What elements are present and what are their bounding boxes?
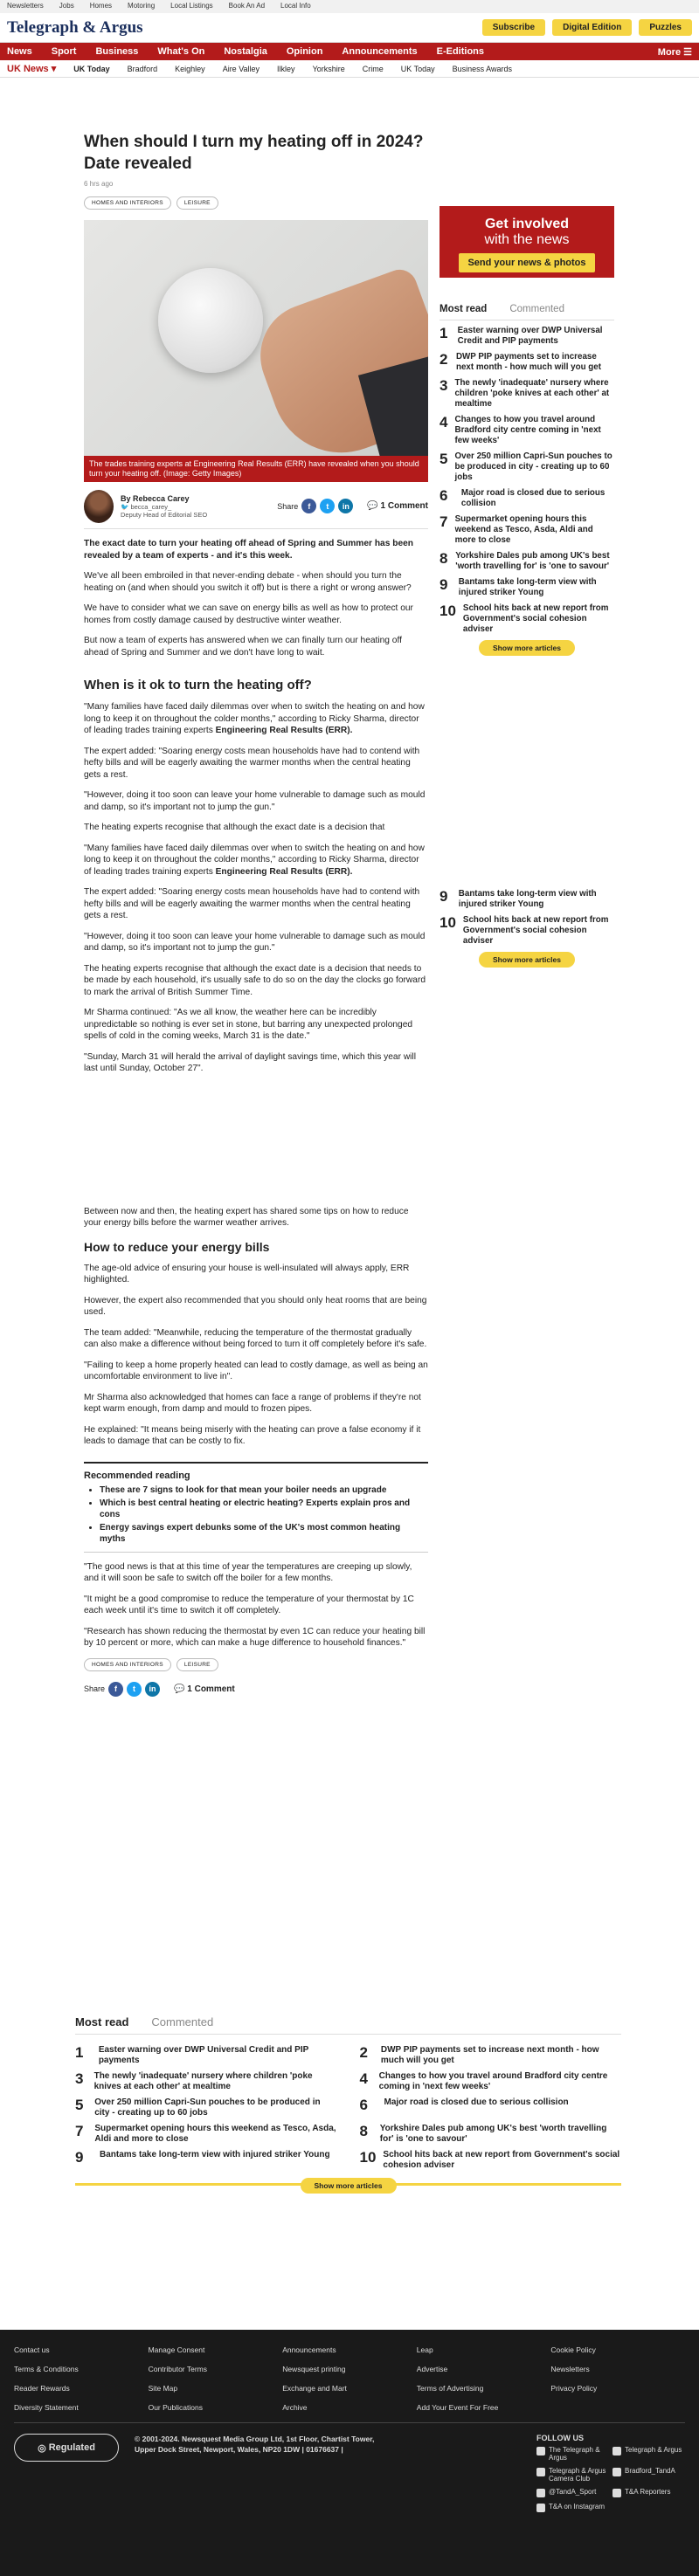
quote-text: "Many families have faced daily dilemmas over when to switch the heating on and how long to keep it on throughout the colder months," according to Ricky Sharma, director of leading trades training experts bbox=[84, 702, 425, 735]
list-number: 9 bbox=[75, 2149, 84, 2166]
list-item[interactable] bbox=[439, 889, 614, 910]
nav-item[interactable]: Sport bbox=[51, 46, 77, 57]
list-number: 10 bbox=[439, 914, 456, 931]
list-item[interactable] bbox=[360, 2124, 622, 2145]
nav-more-label: More bbox=[657, 46, 682, 58]
list-number: 7 bbox=[439, 513, 448, 530]
list-item-title: School hits back at new report from Government's social cohesion adviser bbox=[462, 603, 609, 634]
list-number: 5 bbox=[439, 451, 448, 467]
nav-item[interactable]: E-Editions bbox=[436, 46, 484, 57]
sub-nav bbox=[0, 60, 699, 78]
social-link[interactable] bbox=[612, 2467, 685, 2483]
list-number: 5 bbox=[75, 2097, 84, 2113]
hero-image bbox=[84, 220, 428, 482]
paragraph: "Failing to keep a home properly heated can lead to costly damage, as well as being an uncomfortable environment to live in". bbox=[84, 1360, 428, 1381]
footer-link[interactable]: Contributor Terms bbox=[148, 2365, 207, 2373]
list-item[interactable] bbox=[439, 551, 614, 572]
subnav-item[interactable]: Aire Valley bbox=[222, 64, 260, 73]
section-heading: When is it ok to turn the heating off? bbox=[84, 678, 312, 692]
social-link[interactable] bbox=[536, 2503, 609, 2512]
recommended-link[interactable]: Which is best central heating or electric heating? Experts explain pros and cons bbox=[100, 1498, 411, 1519]
paragraph: The heating experts recognise that although the exact date is a decision that needs to be made by each household, it's usually safe to do so on the day the clocks go forward to mark the arrival of British Summer Time. bbox=[84, 963, 426, 997]
list-item-title: Supermarket opening hours this weekend as Tesco, Asda, Aldi and more to close bbox=[94, 2124, 336, 2144]
list-number: 1 bbox=[75, 2044, 84, 2061]
paragraph: The expert added: "Soaring energy costs mean households have had to contend with hefty bills and will be eagerly awaiting the warmer months when the central heating gets a rest. bbox=[84, 746, 420, 780]
tab-most-read[interactable]: Most read bbox=[75, 2015, 129, 2028]
author-name[interactable]: By Rebecca Carey bbox=[121, 493, 190, 503]
article-time: 6 hrs ago bbox=[84, 180, 114, 188]
paragraph: "However, doing it too soon can leave your home vulnerable to damage such as mould and damp, so it's important not to jump the gun." bbox=[84, 790, 426, 812]
list-number: 9 bbox=[439, 576, 448, 593]
facebook-icon bbox=[536, 2468, 545, 2476]
list-item-title: DWP PIP payments set to increase next month - how much will you get bbox=[380, 2045, 599, 2065]
twitter-icon bbox=[612, 2447, 621, 2455]
list-item[interactable] bbox=[439, 514, 614, 546]
footer-link[interactable]: Leap bbox=[416, 2345, 433, 2354]
subnav-item[interactable]: UK Today bbox=[73, 64, 110, 73]
puzzles-button[interactable]: Puzzles bbox=[639, 19, 692, 36]
list-number: 8 bbox=[439, 550, 448, 567]
footer-link[interactable]: Terms & Conditions bbox=[14, 2365, 79, 2373]
show-more-button[interactable]: Show more articles bbox=[479, 952, 575, 968]
paragraph: "The good news is that at this time of year the temperatures are creeping up slowly, and it will soon be safe to switch off the boiler for a few months. bbox=[84, 1561, 412, 1583]
quote-paragraph bbox=[84, 843, 428, 878]
twitter-icon[interactable]: t bbox=[127, 1682, 142, 1697]
paragraph: He explained: "It means being miserly with the heating can prove a false economy if it leads to damage that can be costly to fix. bbox=[84, 1424, 421, 1446]
list-number: 6 bbox=[439, 487, 448, 504]
avatar bbox=[84, 490, 114, 523]
utility-link[interactable]: Local Info bbox=[280, 2, 311, 10]
list-item-title: Yorkshire Dales pub among UK's best 'worth travelling for' is 'one to savour' bbox=[379, 2124, 607, 2144]
tag-homes[interactable]: HOMES AND INTERIORS bbox=[84, 196, 171, 210]
footer-link[interactable]: Reader Rewards bbox=[14, 2384, 70, 2393]
list-item[interactable] bbox=[439, 451, 614, 483]
utility-link[interactable]: Homes bbox=[89, 2, 113, 10]
digital-edition-button[interactable]: Digital Edition bbox=[552, 19, 632, 36]
show-more-button[interactable]: Show more articles bbox=[301, 2178, 397, 2194]
follow-title: FOLLOW US bbox=[536, 2434, 584, 2442]
twitter-icon bbox=[612, 2468, 621, 2476]
quote-text: "Many families have faced daily dilemmas over when to switch the heating on and how long to keep it on throughout the colder months," according to Ricky Sharma, director of leading trades training experts bbox=[84, 843, 425, 877]
section-heading: How to reduce your energy bills bbox=[84, 1239, 270, 1254]
list-item[interactable] bbox=[75, 2124, 337, 2145]
recommended-link[interactable]: These are 7 signs to look for that mean your boiler needs an upgrade bbox=[100, 1484, 387, 1495]
send-news-button[interactable]: Send your news & photos bbox=[459, 253, 594, 272]
divider bbox=[84, 1552, 428, 1553]
divider bbox=[14, 2422, 685, 2423]
comment-icon: 💬 bbox=[367, 501, 378, 511]
social-label: Bradford_TandA bbox=[625, 2467, 675, 2475]
instagram-icon bbox=[536, 2504, 545, 2512]
author-role: Deputy Head of Editorial SEO bbox=[121, 510, 208, 519]
masthead bbox=[0, 13, 699, 43]
paragraph: Mr Sharma continued: "As we all know, the weather here can be incredibly unpredictable so nothing is ever set in stone, but barring any unexpected prolonged spells of cold in the coming weeks, March 31 is the date." bbox=[84, 1008, 413, 1041]
footer-link[interactable]: Advertise bbox=[416, 2365, 448, 2373]
share-bar-bottom bbox=[84, 1682, 428, 1697]
share-label: Share bbox=[277, 501, 299, 511]
paragraph: We've all been embroiled in that never-ending debate - when should you turn the heating on (and when should you switch it off) but is there a right or wrong answer? bbox=[84, 571, 412, 593]
paragraph: The team added: "Meanwhile, reducing the temperature of the thermostat gradually can also make a difference without being forced to turn it off completely before it's safe. bbox=[84, 1327, 427, 1349]
subnav-section-label: UK News bbox=[7, 64, 49, 74]
list-item-title: The newly 'inadequate' nursery where children 'poke knives at each other' at mealtime bbox=[93, 2071, 313, 2091]
footer-link[interactable]: Cookie Policy bbox=[550, 2345, 596, 2354]
social-label: @TandA_Sport bbox=[549, 2488, 597, 2496]
nav-item[interactable]: Nostalgia bbox=[224, 46, 267, 57]
footer-link[interactable]: Announcements bbox=[282, 2345, 336, 2354]
utility-link[interactable]: Local Listings bbox=[170, 2, 213, 10]
subnav-section[interactable] bbox=[7, 63, 56, 74]
tab-most-read[interactable]: Most read bbox=[439, 304, 488, 314]
list-number: 4 bbox=[359, 2070, 368, 2087]
list-item[interactable] bbox=[360, 2045, 622, 2066]
list-item-title: Easter warning over DWP Universal Credit and PIP payments bbox=[98, 2045, 309, 2065]
paragraph: "Sunday, March 31 will herald the arrival of daylight savings time, which this year will last until Sunday, October 27". bbox=[84, 1051, 416, 1073]
footer-link[interactable]: Exchange and Mart bbox=[282, 2384, 347, 2393]
paragraph: The age-old advice of ensuring your house is well-insulated will always apply, ERR highlighted. bbox=[84, 1263, 410, 1285]
list-item[interactable] bbox=[439, 577, 614, 598]
tab-commented[interactable]: Commented bbox=[509, 304, 564, 314]
footer-link[interactable]: Newsquest printing bbox=[282, 2365, 346, 2373]
nav-item[interactable]: What's On bbox=[157, 46, 205, 57]
recommended-reading bbox=[84, 1462, 428, 1553]
social-link[interactable] bbox=[612, 2488, 685, 2497]
subnav-item[interactable]: Crime bbox=[362, 64, 384, 73]
footer-link[interactable]: Archive bbox=[282, 2403, 308, 2412]
paragraph: But now a team of experts has answered when we can finally turn our heating off ahead of Spring and Summer and we don't have long to wait. bbox=[84, 636, 402, 658]
quote-paragraph bbox=[84, 701, 428, 737]
list-item-title: Major road is closed due to serious collision bbox=[460, 488, 606, 508]
list-item-title: Over 250 million Capri-Sun pouches to be produced in city - creating up to 60 jobs bbox=[94, 2097, 321, 2118]
subscribe-button[interactable]: Subscribe bbox=[482, 19, 545, 36]
social-label: T&A Reporters bbox=[625, 2488, 671, 2496]
copyright: © 2001-2024. Newsquest Media Group Ltd, 1st Floor, Chartist Tower, Upper Dock Street, Newport, Wales, NP20 1DW | 01676637 | bbox=[135, 2435, 375, 2454]
show-more-button[interactable]: Show more articles bbox=[479, 640, 575, 656]
image-caption: The trades training experts at Engineering Real Results (ERR) have revealed when you should turn your heating off. (Image: Getty Images) bbox=[84, 456, 428, 482]
footer-link[interactable]: Diversity Statement bbox=[14, 2403, 79, 2412]
list-item[interactable] bbox=[439, 352, 614, 373]
paragraph: Between now and then, the heating expert has shared some tips on how to reduce your energy bills before the warmer weather arrives. bbox=[84, 1206, 409, 1228]
list-number: 2 bbox=[439, 351, 448, 368]
paragraph: We have to consider what we can save on energy bills as well as how to protect our homes from costly damage caused by destructive winter weather. bbox=[84, 603, 413, 625]
subnav-item[interactable]: UK Today bbox=[400, 64, 435, 73]
social-link[interactable] bbox=[536, 2446, 609, 2462]
utility-bar bbox=[0, 0, 699, 13]
footer bbox=[0, 2330, 699, 2576]
list-item[interactable] bbox=[439, 326, 614, 347]
thermostat-dial bbox=[158, 268, 263, 373]
list-item[interactable] bbox=[360, 2097, 622, 2118]
follow-us bbox=[536, 2434, 685, 2512]
subnav-item[interactable]: Ilkley bbox=[277, 64, 295, 73]
article-title: When should I turn my heating off in 2024? Date revealed bbox=[84, 133, 424, 173]
linkedin-icon[interactable]: in bbox=[145, 1682, 160, 1697]
list-item[interactable] bbox=[360, 2150, 622, 2171]
list-item[interactable] bbox=[360, 2071, 622, 2092]
footer-link[interactable]: Terms of Advertising bbox=[416, 2384, 484, 2393]
nav-item[interactable]: Opinion bbox=[286, 46, 323, 57]
main-nav bbox=[0, 43, 699, 60]
list-number: 9 bbox=[439, 888, 448, 905]
list-number: 3 bbox=[439, 377, 448, 394]
social-label: Telegraph & Argus bbox=[625, 2446, 682, 2454]
regulated-label: Regulated bbox=[48, 2442, 95, 2453]
err-link[interactable]: Engineering Real Results (ERR). bbox=[215, 726, 353, 735]
list-item-title: Major road is closed due to serious collision bbox=[384, 2097, 569, 2107]
list-number: 8 bbox=[359, 2123, 368, 2139]
subnav-item[interactable]: Keighley bbox=[175, 64, 205, 73]
ipso-icon: ◎ bbox=[38, 2442, 46, 2454]
list-item[interactable] bbox=[75, 2150, 337, 2171]
paragraph: "It might be a good compromise to reduce the temperature of your thermostat by 1C each week until it's time to switch it off completely. bbox=[84, 1594, 414, 1615]
bottom-most-read bbox=[75, 2015, 621, 2190]
twitter-icon[interactable]: t bbox=[320, 499, 335, 513]
author-handle[interactable]: becca_carey_ bbox=[130, 502, 172, 511]
footer-link[interactable]: Add Your Event For Free bbox=[416, 2403, 499, 2412]
list-number: 2 bbox=[359, 2044, 368, 2061]
comments-link[interactable]: 1 Comment bbox=[187, 1684, 235, 1694]
utility-link[interactable]: Newsletters bbox=[7, 2, 44, 10]
list-item-title: School hits back at new report from Government's social cohesion adviser bbox=[462, 915, 609, 946]
list-item-title: DWP PIP payments set to increase next month - how much will you get bbox=[455, 352, 601, 372]
facebook-icon bbox=[536, 2447, 545, 2455]
subnav-item[interactable]: Yorkshire bbox=[312, 64, 345, 73]
tag-leisure[interactable]: LEISURE bbox=[176, 1658, 218, 1671]
list-item[interactable] bbox=[439, 415, 614, 446]
utility-link[interactable]: Motoring bbox=[128, 2, 156, 10]
utility-link[interactable]: Book An Ad bbox=[228, 2, 266, 10]
social-label: Telegraph & Argus Camera Club bbox=[549, 2467, 606, 2483]
facebook-icon[interactable]: f bbox=[108, 1682, 123, 1697]
subnav-item[interactable]: Bradford bbox=[127, 64, 158, 73]
promo-line2: with the news bbox=[484, 232, 570, 247]
list-item[interactable] bbox=[75, 2071, 337, 2092]
nav-more-button[interactable] bbox=[658, 46, 692, 58]
paragraph: However, the expert also recommended that you should only heat rooms that are being used. bbox=[84, 1295, 427, 1317]
list-item[interactable] bbox=[75, 2045, 337, 2066]
list-number: 7 bbox=[75, 2123, 84, 2139]
list-item[interactable] bbox=[439, 915, 614, 947]
recommended-link[interactable]: Energy savings expert debunks some of the UK's most common heating myths bbox=[100, 1522, 401, 1544]
paragraph: "However, doing it too soon can leave your home vulnerable to damage such as mould and damp, so it's important not to jump the gun." bbox=[84, 931, 426, 953]
err-link[interactable]: Engineering Real Results (ERR). bbox=[215, 866, 353, 877]
list-number: 10 bbox=[439, 603, 456, 619]
list-item[interactable] bbox=[439, 603, 614, 635]
list-item[interactable] bbox=[75, 2097, 337, 2118]
list-item-title: Changes to how you travel around Bradford city centre coming in 'next few weeks' bbox=[454, 415, 601, 445]
social-label: The Telegraph & Argus bbox=[549, 2446, 600, 2462]
paragraph: The expert added: "Soaring energy costs mean households have had to contend with hefty bills and will be eagerly awaiting the warmer months when the central heating gets a rest. bbox=[84, 887, 420, 920]
list-item[interactable] bbox=[439, 488, 614, 509]
footer-link[interactable]: Manage Consent bbox=[148, 2345, 205, 2354]
tab-commented[interactable]: Commented bbox=[151, 2015, 214, 2028]
list-item[interactable] bbox=[439, 378, 614, 410]
author-bar bbox=[84, 491, 428, 529]
social-link[interactable] bbox=[536, 2488, 609, 2497]
comments-link[interactable]: 1 Comment bbox=[380, 501, 428, 511]
list-item-title: Bantams take long-term view with injured striker Young bbox=[458, 889, 597, 909]
list-item-title: Bantams take long-term view with injured striker Young bbox=[100, 2150, 330, 2159]
footer-link[interactable]: Site Map bbox=[148, 2384, 178, 2393]
nav-item[interactable]: Business bbox=[95, 46, 139, 57]
list-item-title: Easter warning over DWP Universal Credit and PIP payments bbox=[457, 326, 603, 346]
list-number: 3 bbox=[75, 2070, 84, 2087]
sidebar bbox=[439, 206, 614, 661]
list-number: 6 bbox=[359, 2097, 368, 2113]
paragraph: Mr Sharma also acknowledged that homes can face a range of problems if they're not kept warm enough, from damp and mould to frozen pipes. bbox=[84, 1392, 421, 1414]
list-number: 10 bbox=[359, 2149, 377, 2166]
footer-link[interactable]: Our Publications bbox=[148, 2403, 203, 2412]
article-lead: The exact date to turn your heating off ahead of Spring and Summer has been revealed by a team of experts - and it's this week. bbox=[84, 539, 413, 561]
menu-icon: ☰ bbox=[683, 46, 692, 58]
list-number: 4 bbox=[439, 414, 448, 430]
paragraph: "Research has shown reducing the thermostat by even 1C can reduce your heating bill by 10 percent or more, which can make a huge difference to household finances." bbox=[84, 1626, 426, 1648]
social-link[interactable] bbox=[536, 2467, 609, 2483]
subnav-item[interactable]: Business Awards bbox=[452, 64, 512, 73]
list-item-title: Bantams take long-term view with injured striker Young bbox=[458, 577, 597, 597]
paragraph: The heating experts recognise that although the exact date is a decision that bbox=[84, 823, 385, 832]
social-link[interactable] bbox=[612, 2446, 685, 2462]
chevron-down-icon: ▾ bbox=[51, 64, 57, 74]
ad-space bbox=[84, 1075, 428, 1197]
list-item-title: School hits back at new report from Government's social cohesion adviser bbox=[383, 2150, 620, 2170]
linkedin-icon[interactable]: in bbox=[338, 499, 353, 513]
nav-item[interactable]: Announcements bbox=[342, 46, 418, 57]
site-logo[interactable]: Telegraph & Argus bbox=[7, 17, 143, 37]
list-item-title: Over 250 million Capri-Sun pouches to be produced in city - creating up to 60 jobs bbox=[454, 451, 612, 482]
social-label: T&A on Instagram bbox=[549, 2503, 606, 2511]
twitter-icon bbox=[612, 2489, 621, 2497]
nav-item[interactable]: News bbox=[7, 46, 32, 57]
list-item-title: Yorkshire Dales pub among UK's best 'worth travelling for' is 'one to savour' bbox=[455, 551, 610, 571]
twitter-icon bbox=[536, 2489, 545, 2497]
ipso-regulated-badge[interactable] bbox=[14, 2434, 119, 2462]
tag-homes[interactable]: HOMES AND INTERIORS bbox=[84, 1658, 171, 1671]
tag-leisure[interactable]: LEISURE bbox=[176, 196, 218, 210]
list-item-title: Supermarket opening hours this weekend as Tesco, Asda, Aldi and more to close bbox=[454, 514, 593, 545]
utility-link[interactable]: Jobs bbox=[59, 2, 74, 10]
list-number: 1 bbox=[439, 325, 448, 341]
sidebar-sticky-copy bbox=[439, 884, 614, 973]
footer-link[interactable]: Newsletters bbox=[550, 2365, 590, 2373]
list-item-title: The newly 'inadequate' nursery where children 'poke knives at each other' at mealtime bbox=[454, 378, 610, 409]
comment-icon: 💬 bbox=[174, 1684, 185, 1694]
list-item-title: Changes to how you travel around Bradford city centre coming in 'next few weeks' bbox=[378, 2071, 608, 2091]
promo-line1: Get involved bbox=[484, 217, 570, 231]
footer-link[interactable]: Privacy Policy bbox=[550, 2384, 598, 2393]
twitter-icon: 🐦 bbox=[121, 502, 129, 511]
article bbox=[84, 131, 428, 1697]
promo-box bbox=[439, 206, 614, 278]
recommended-title: Recommended reading bbox=[84, 1470, 190, 1481]
facebook-icon[interactable]: f bbox=[301, 499, 316, 513]
share-label: Share bbox=[84, 1684, 106, 1693]
footer-link[interactable]: Contact us bbox=[14, 2345, 50, 2354]
